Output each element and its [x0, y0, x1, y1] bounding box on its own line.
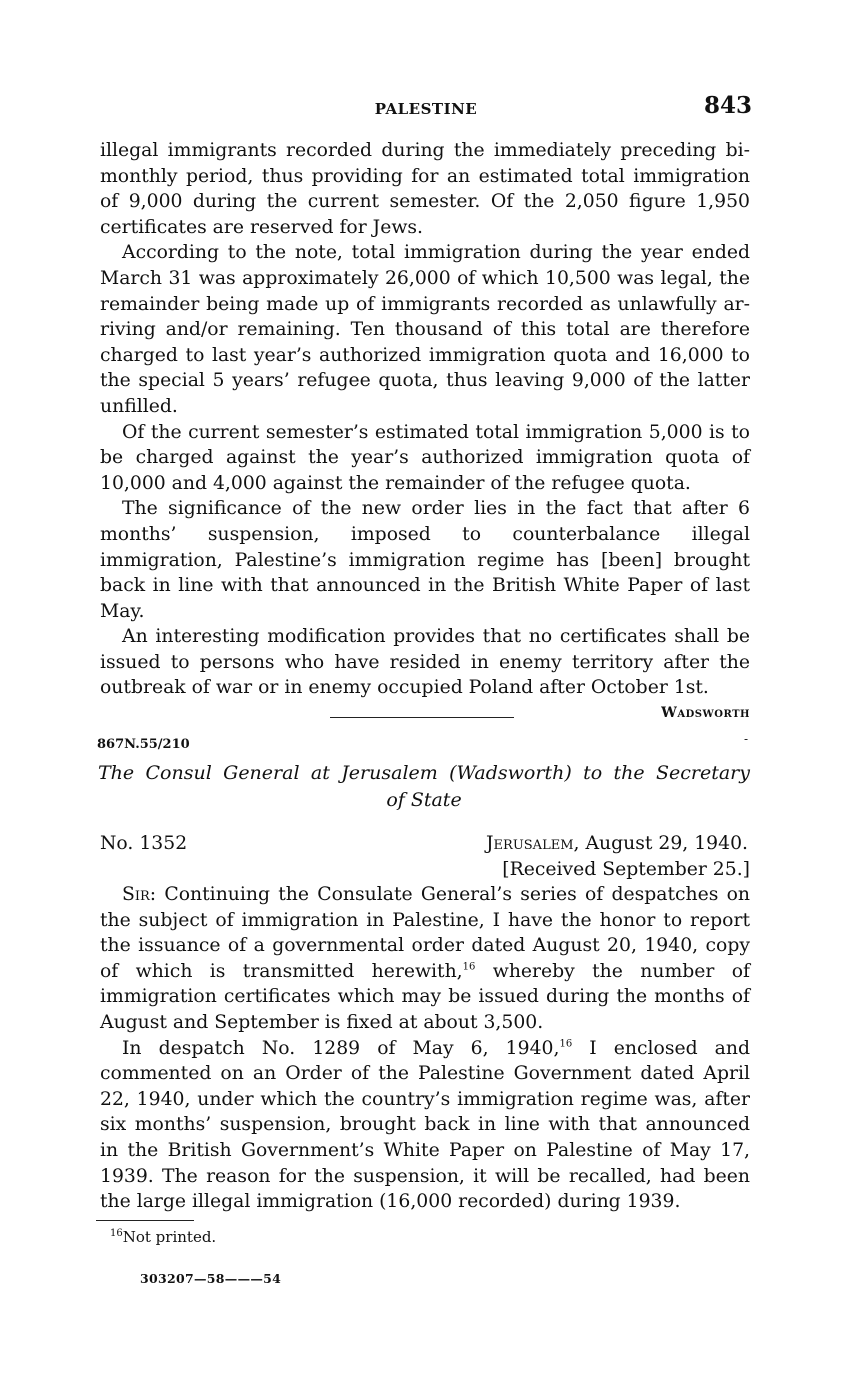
footnote-divider: [96, 1220, 194, 1221]
place: Jerusalem: [486, 833, 574, 854]
paragraph-significance: The significance of the new order lies in the fact that after 6 months’ suspension, imposed to counterbalance illegal immigration, Palestine’s immigration regime has [been] brought back in line with that announced in the British White Paper of last May.: [100, 498, 750, 622]
document-heading: [98, 760, 750, 814]
running-head: [100, 92, 752, 126]
section-divider: [330, 717, 514, 718]
salutation: Sir: [122, 884, 150, 905]
footnote-ref: 16: [462, 961, 476, 973]
paragraph-despatch-2-a: In despatch No. 1289 of May 6, 1940,: [122, 1037, 560, 1059]
signature: [100, 705, 750, 721]
body-text-top: [100, 138, 750, 721]
date: , August 29, 1940.: [573, 833, 748, 854]
place-date: [486, 831, 748, 857]
paragraph-semester-quota: Of the current semester’s estimated total immigration 5,000 is to be charged against the year’s authorized immigration quota of 10,000 and 4,000 against the remainder of the refugee quota.: [100, 421, 750, 494]
paragraph-continuation: illegal immigrants recorded during the immediately preceding bimonthly period, thus providing for an estimated total immigration of 9,000 during the current semester. Of the 2,050 figure 1,950 certificates are reserved for Jews.: [100, 140, 750, 238]
footnote-text: Not printed.: [122, 1228, 217, 1246]
footnote-ref: 16: [559, 1038, 573, 1050]
paragraph-despatch-1-a: : Continuing the Consulate General’s series of despatches on the subject of immigration in Palestine, I have the honor to report the issuance of a governmental order dated August 20, 1940, copy of which is transmitted herewith,: [100, 884, 750, 982]
despatch-number: No. 1352: [100, 833, 188, 854]
footnote: [110, 1228, 216, 1246]
paragraph-modification: An interesting modification provides that no certificates shall be issued to persons who have resided in enemy territory after the outbreak of war or in enemy occupied Poland after October 1st.: [100, 626, 750, 699]
footnote-marker: 16: [110, 1228, 123, 1239]
body-text-despatch: [100, 882, 750, 1215]
received-date: [Received September 25.]: [502, 859, 750, 880]
page-number: 843: [703, 92, 752, 119]
signature-text: Wadsworth: [661, 705, 750, 722]
paragraph-despatch-2-b: I enclosed and commented on an Order of the Palestine Government dated April 22, 1940, under which the country’s immigration regime was, after six months’ suspension, brought back in line with that announced in the British Government’s White Paper on Palestine of May 17, 1939. The reason for the suspension, it will be recalled, had been the large illegal immigration (16,000 recorded) during 1939.: [100, 1037, 751, 1213]
corner-mark: -: [744, 732, 749, 746]
running-title: PALESTINE: [374, 100, 478, 118]
paragraph-despatch-1: [100, 882, 750, 1036]
printer-code: 303207—58———54: [140, 1271, 282, 1286]
paragraph-despatch-2: [100, 1036, 750, 1215]
paragraph-despatch-1-b: whereby the number of immigration certificates which may be issued during the months of August and September is fixed at about 3,500.: [100, 960, 750, 1033]
file-number: 867N.55/210: [97, 737, 190, 752]
heading-line-2: of State: [386, 789, 462, 811]
paragraph-immigration-totals: According to the note, total immigration during the year ended March 31 was approximately 26,000 of which 10,500 was legal, the remainder being made up of immigrants recorded as unlawfully arriving and/or remaining. Ten thousand of this total are therefore charged to last year’s authorized immigration quota and 16,000 to the special 5 years’ refugee quota, thus leaving 9,000 of the latter unfilled.: [100, 242, 750, 417]
heading-line-1: The Consul General at Jerusalem (Wadsworth) to the Secretary: [98, 762, 750, 784]
